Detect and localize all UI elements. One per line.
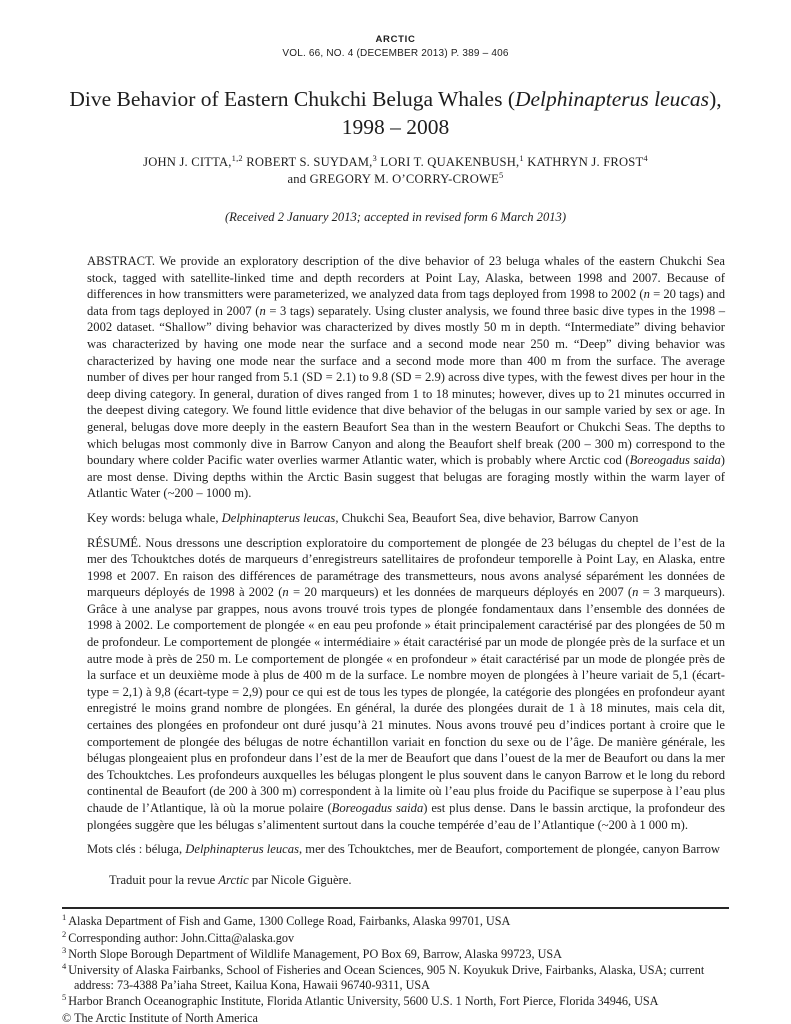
article-title (62, 85, 729, 141)
received-line: (Received 2 January 2013; accepted in revised form 6 March 2013) (224, 210, 567, 224)
mots-cles-line: Mots clés : béluga, Delphinapterus leucas, mer des Tchouktches, mer de Beaufort, comportement de plongée, canyon Barrow (87, 842, 720, 857)
footnote-marker: 5 (62, 992, 67, 1003)
footnote-marker: 2 (62, 928, 67, 939)
abstract-paragraph: ABSTRACT. We provide an exploratory description of the dive behavior of 23 beluga whales of the eastern Chukchi Sea stock, tagged with satellite-linked time and depth recorders at Point Lay, Alaska, between 1998 and 2007. Because of differences in how transmitters were parameterized, we analyzed data from tags deployed from 1998 to 2002 (n = 20 tags) and data from tags deployed in 2007 (n = 3 tags) separately. Using cluster analysis, we found three basic dive types in the 1998 – 2002 dataset. “Shallow” diving behavior was characterized by dives mostly 50 m in depth. “Intermediate” diving behavior was characterized by having one mode near the surface and a second mode near 250 m. “Deep” diving behavior was characterized by having one mode near the surface and a second mode more than 400 m from the surface. The average number of dives per hour ranged from 5.1 (SD = 2.1) to 9.8 (SD = 2.9) across dive types, with the fewest dives per hour in the deep diving category. In general, duration of dives ranged from 1 to 18 minutes; however, dives up to 21 minutes occurred in the deepest diving category. We found little evidence that dive behavior of the belugas in our sample varied by sex or age. In general, belugas dove more deeply in the eastern Beaufort Sea than in the western Beaufort or Chukchi Seas. The depths to which belugas most commonly dive in Barrow Canyon and along the Beaufort shelf break (200 – 300 m) correspond to the boundary where colder Pacific water overlies warmer Atlantic water, which is probably where Arctic cod (Boreogadus saida) are most dense. Diving depths within the Arctic Basin suggest that belugas are foraging mostly within the warm layer of Atlantic Water (~200 – 1000 m). (87, 254, 725, 501)
author-line-2: and GREGORY M. O’CORRY-CROWE$^5$ (287, 169, 504, 186)
footnote-text: Alaska Department of Fish and Game, 1300 College Road, Fairbanks, Alaska 99701, USA (68, 914, 511, 929)
author-list (62, 154, 729, 188)
footnote-text: Harbor Branch Oceanographic Institute, Florida Atlantic University, 5600 U.S. 1 North, Fort Pierce, Florida 34946, USA (68, 994, 659, 1009)
footnote-affiliation-3 (62, 944, 729, 962)
author-line-1: JOHN J. CITTA,$^{1,2}$ ROBERT S. SUYDAM,$^3$ LORI T. QUAKENBUSH,$^1$ KATHRYN J. FROST$^4$ (143, 152, 648, 169)
keywords-line: Key words: beluga whale, Delphinapterus leucas, Chukchi Sea, Beaufort Sea, dive behavior, Barrow Canyon (87, 510, 639, 525)
footnote-marker: 3 (62, 944, 67, 955)
footnote-corresponding-author (62, 928, 729, 946)
journal-issue-line: VOL. 66, NO. 4 (DECEMBER 2013) P. 389 – 406 (282, 48, 509, 59)
journal-name: ARCTIC (375, 34, 416, 45)
resume-paragraph: RÉSUMÉ. Nous dressons une description exploratoire du comportement de plongée de 23 bélugas du cheptel de l’est de la mer des Tchouktches dotés de marqueurs d’enregistreurs satellitaires de profondeur temporelle à Point Lay, en Alaska, entre 1998 et 2007. En raison des différences de paramétrage des transmetteurs, nous avons analysé séparément les données de marqueurs déployés de 1998 à 2002 (n = 20 marqueurs) et les données de marqueurs déployés en 2007 (n = 3 marqueurs). Grâce à une analyse par grappes, nous avons trouvé trois types de plongée fondamentaux dans l’ensemble des données de 1998 à 2002. Le comportement de plongée « en eau peu profonde » était principalement caractérisé par des plongées de 50 m de profondeur. Le comportement de plongée « intermédiaire » était caractérisé par un mode de plongée près de la surface et un autre mode à près de 250 m. Le comportement de plongée « en profondeur » était caractérisé par un mode de plongée près de la surface et un deuxième mode à plus de 400 m de la surface. Le nombre moyen de plongées à l’heure variait de 5,1 (écart-type = 2,1) à 9,8 (écart-type = 2,9) pour ce qui est de tous les types de plongée, la catégorie des plongées en profondeur ayant enregistré le moins grand nombre de plongées. En général, la durée des plongées durait de 1 à 18 minutes, mais cela dit, certaines des plongées en profondeur ont duré jusqu’à 21 minutes. Nous avons trouvé peu d’indices portant à croire que le comportement de plongée des bélugas de notre échantillon variait en fonction du sexe ou de l’âge. De manière générale, les bélugas plongeaient plus en profondeur dans l’est de la mer de Beaufort que dans l’ouest de la mer de Beaufort ou dans la mer des Tchouktches. Les profondeurs auxquelles les bélugas plongent le plus souvent dans le canyon Barrow et le long du rebord continental de Beaufort (de 200 à 300 m) correspondent à la limite où l’eau plus froide du Pacifique se superpose à l’eau plus chaude de l’Atlantique, là où la morue polaire (Boreogadus saida) est plus dense. Dans le bassin arctique, la profondeur des plongées suggère que les bélugas s’alimentent surtout dans la couche tempérée d’eau de l’Atlantique (~200 à 1 000 m). (87, 535, 726, 832)
footnote-marker: 4 (62, 960, 67, 971)
footnote-text: North Slope Borough Department of Wildlife Management, PO Box 69, Barrow, Alaska 99723, USA (68, 946, 562, 961)
copyright-line: © The Arctic Institute of North America (62, 1010, 258, 1024)
footnotes (62, 914, 729, 1024)
article-title-line-2: 1998 – 2008 (341, 115, 450, 139)
footnote-affiliation-1 (62, 914, 729, 929)
journal-header (62, 34, 729, 59)
footnote-affiliation-4 (62, 960, 729, 993)
footnote-marker: 1 (62, 912, 67, 923)
footnote-divider (62, 907, 729, 909)
translation-credit: Traduit pour la revue Arctic par Nicole Giguère. (109, 872, 352, 887)
footnote-text: University of Alaska Fairbanks, School of Fisheries and Ocean Sciences, 905 N. Koyukuk Drive, Fairbanks, Alaska, USA; current address: 73-4388 Pa’iaha Street, Kailua Kona, Hawaii 96740-9311, USA (68, 962, 705, 993)
footnote-text: Corresponding author: John.Citta@alaska.gov (68, 930, 295, 945)
article-title-line-1: Dive Behavior of Eastern Chukchi Beluga Whales (Delphinapterus leucas), (69, 87, 722, 111)
footnote-affiliation-5 (62, 994, 729, 1009)
